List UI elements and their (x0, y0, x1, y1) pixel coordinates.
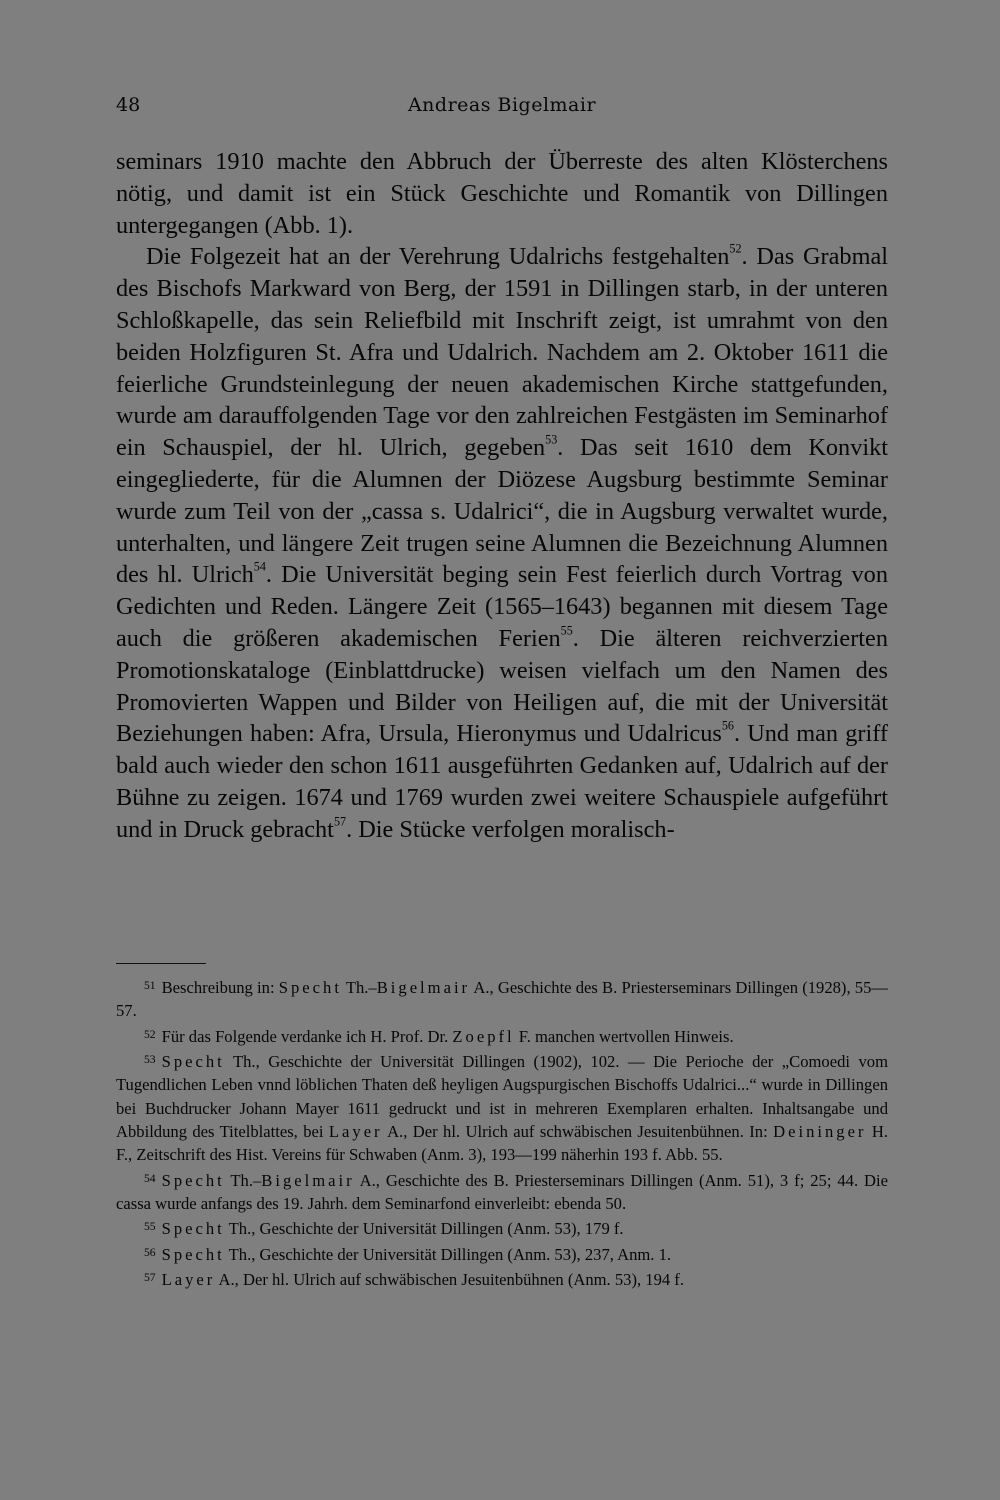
footnote-ref-55: 55 (560, 623, 573, 638)
footnote-ref-54: 54 (253, 559, 266, 574)
footnote-54 (116, 1167, 888, 1216)
text-run: Th., Geschichte der Universität Dillingen (Anm. 53), 179 f. (224, 1219, 624, 1239)
footnote-number: 51 (144, 979, 156, 992)
text-run: . Und man griff bald auch wieder den schon 1611 ausgeführten Gedanken auf, Udalrich auf der Bühne zu zeigen. 1674 und 1769 wurden zwei weitere Schauspiele aufgeführt und in Druck gebracht (116, 720, 888, 843)
text-run: A., Geschichte des B. Priesterseminars Dillingen (Anm. 51), 3 f; 25; 44. Die cassa wurde anfangs des 19. Jahrh. dem Seminarfond einverleibt: ebenda 50. (116, 1170, 888, 1213)
footnote-56 (116, 1241, 888, 1266)
footnote-ref-56: 56 (721, 718, 734, 733)
text-run: A., Der hl. Ulrich auf schwäbischen Jesuitenbühnen (Anm. 53), 194 f. (215, 1270, 684, 1289)
text-run: Th.– (224, 1170, 262, 1190)
body-text (116, 146, 888, 846)
text-run: . Die Stücke verfolgen moralisch- (346, 815, 675, 843)
text-run: Beschreibung in: (161, 978, 279, 998)
text-run: Th.– (341, 978, 377, 998)
paragraph-2 (116, 241, 888, 845)
running-title: Andreas Bigelmair (407, 94, 597, 116)
footnote-51 (116, 974, 888, 1023)
footnote-number: 53 (144, 1053, 156, 1067)
footnote-number: 55 (144, 1220, 156, 1234)
text-run: . Die Universität beging sein Fest feierlich durch Vortrag von Gedichten und Reden. Längere Zeit (1565–1643) begannen mit diesem Tage auch die größeren akademischen Ferien (116, 561, 888, 652)
author-name: Specht (161, 1219, 225, 1239)
text-run: . Das Grabmal des Bischofs Markward von Berg, der 1591 in Dillingen starb, in der unteren Schloßkapelle, das sein Reliefbild mit Inschrift zeigt, ist umrahmt von den beiden Holzfiguren St. Afra und Udalrich. Nachdem am 2. Oktober 1611 die feierliche Grundsteinlegung der neuen akademischen Kirche stattgefunden, wurde am darauffolgenden Tage vor den zahlreichen Festgästen im Seminarhof ein Schauspiel, der hl. Ulrich, gegeben (116, 243, 889, 462)
author-name: Specht (161, 1244, 225, 1264)
author-name: Specht (161, 1052, 225, 1072)
text-run: . Die älteren reichverzierten Promotionskataloge (Einblattdrucke) weisen vielfach um den Namen des Promovierten Wappen und Bilder von Heiligen auf, die mit der Universität Beziehungen haben: Afra, Ursula, Hieronymus und Udalricus (116, 624, 888, 748)
text-run: . Das seit 1610 dem Konvikt eingegliederte, für die Alumnen der Diözese Augsburg bestimmte Seminar wurde zum Teil von der „cassa s. Udalrici“, die in Augsburg verwaltet wurde, unterhalten, und längere Zeit trugen seine Alumnen die Bezeichnung Alumnen des hl. Ulrich (116, 434, 888, 589)
footnote-55 (116, 1215, 888, 1240)
text-run: Th., Geschichte der Universität Dillingen (Anm. 53), 237, Anm. 1. (224, 1244, 672, 1264)
author-name: Zoepfl (452, 1026, 515, 1046)
footnote-57 (116, 1266, 888, 1291)
text-run: Th., Geschichte der Universität Dillingen (1902), 102. — Die Perioche der „Comoedi vom Tugendlichen Leben vnnd löblichen Thaten deß heyligen Augspurgischen Bischoffs Udalrici...“ wurde in Dillingen bei Buchdrucker Johann Mayer 1611 gedruckt und ist in mehreren Exemplaren erhalten. Inhaltsangabe und Abbildung des Titelblattes, bei (116, 1052, 888, 1141)
footnote-number: 56 (144, 1245, 156, 1259)
author-name: Bigelmair (261, 1170, 355, 1190)
author-name: Layer (161, 1270, 216, 1289)
paragraph-1: seminars 1910 machte den Abbruch der Überreste des alten Klösterchens nötig, und damit ist ein Stück Geschichte und Romantik von Dillingen untergegangen (Abb. 1). (116, 148, 888, 239)
author-name: Deininger (773, 1121, 867, 1141)
author-name: Specht (161, 1170, 225, 1190)
text-run: A., Geschichte des B. Priesterseminars Dillingen (1928), 55—57. (116, 978, 888, 1021)
author-name: Specht (278, 978, 342, 998)
footnote-number: 52 (144, 1027, 156, 1041)
footnotes (116, 974, 888, 1291)
footnote-number: 54 (144, 1171, 156, 1185)
author-name: Layer (328, 1121, 383, 1141)
footnote-53 (116, 1048, 888, 1167)
footnote-ref-53: 53 (545, 432, 558, 447)
page-header (116, 94, 888, 118)
text-run: Die Folgezeit hat an der Verehrung Udalrichs festgehalten (146, 243, 730, 271)
text-run: H. F., Zeitschrift des Hist. Vereins für Schwaben (Anm. 3), 193—199 näherhin 193 f. Abb. 55. (116, 1121, 888, 1165)
footnote-number: 57 (144, 1270, 156, 1284)
author-name: Bigelmair (376, 978, 471, 998)
text-run: Für das Folgende verdanke ich H. Prof. Dr. (161, 1026, 453, 1046)
footnote-ref-57: 57 (333, 814, 347, 829)
footnote-52 (116, 1023, 888, 1048)
text-run: F. manchen wertvollen Hinweis. (514, 1026, 734, 1046)
footnote-divider (116, 963, 206, 964)
footnote-ref-52: 52 (729, 241, 742, 256)
page-number: 48 (116, 94, 141, 116)
text-run: A., Der hl. Ulrich auf schwäbischen Jesuitenbühnen. In: (382, 1121, 774, 1141)
